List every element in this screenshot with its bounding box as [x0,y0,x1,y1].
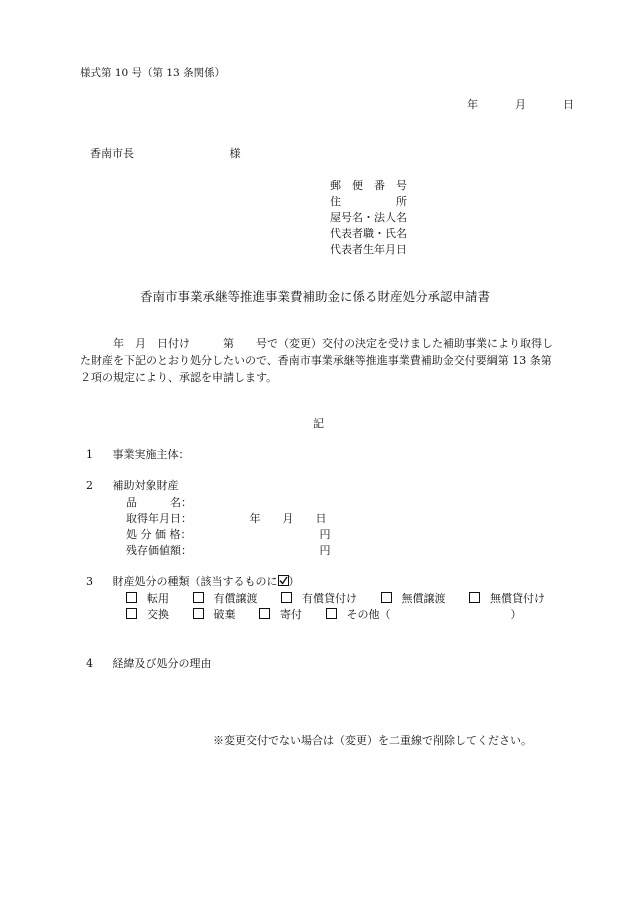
body-text: 年 月 日付け 第 号で（変更）交付の決定を受けました補助事業により取得した財産を下記のとおり処分したいので、香南市事業承継等推進事業費補助金交付要綱第 13 条第２項の規定により、承認を申請します。 [80,337,553,384]
option-paid-lease[interactable]: 有償貸付け [281,592,367,605]
option-disposal[interactable]: 破棄 [193,608,246,621]
item-1-number: 1 [86,448,93,461]
field-label: 処 分 価 格： [126,528,192,541]
business-name-label: 屋号名・法人名 [330,211,407,224]
checkbox-icon [126,592,137,603]
option-donation[interactable]: 寄付 [259,608,312,621]
postal-code-label: 郵 便 番 号 [330,179,407,192]
item-3-number: 3 [86,575,93,588]
item-2-field-name [126,496,206,510]
item-2-label: 補助対象財産 [112,479,179,492]
checkbox-icon [193,592,204,603]
item-2-field-price [126,528,331,542]
disposal-type-row-1 [126,592,565,606]
date-day: 日 [563,98,574,111]
field-label: 取得年月日： [126,512,192,525]
field-label: 残存価値額： [126,544,192,557]
item-1 [86,448,190,462]
option-transfer-use[interactable]: 転用 [126,592,179,605]
field-value: 円 [319,528,331,541]
checkbox-icon [259,608,270,619]
item-3 [86,575,300,589]
option-paid-transfer[interactable]: 有償譲渡 [193,592,268,605]
document-title: 香南市事業承継等推進事業費補助金に係る財産処分承認申請書 [139,289,490,304]
ki-heading: 記 [313,417,324,430]
item-2-field-residual [126,544,331,558]
disposal-type-row-2 [126,608,542,622]
date-year: 年 [467,98,478,111]
other-close-paren: ） [510,608,522,621]
checked-box-icon [278,575,289,586]
representative-birthdate-label: 代表者生年月日 [330,243,407,256]
address-label: 住 所 [330,195,407,208]
date-month: 月 [515,98,526,111]
item-2-field-date [126,512,327,526]
field-value: 円 [319,544,331,557]
option-free-lease[interactable]: 無償貸付け [469,592,555,605]
field-label: 品 名： [126,496,192,509]
item-2 [86,479,179,493]
option-exchange[interactable]: 交換 [126,608,179,621]
date-line [467,98,574,112]
checkbox-icon [193,608,204,619]
addressee [90,147,241,161]
applicant-fields [330,178,407,258]
addressee-name: 香南市長 [90,147,134,160]
checkbox-icon [381,592,392,603]
item-3-label: 財産処分の種類（該当するものに [112,575,278,588]
checkbox-icon [281,592,292,603]
item-4-number: 4 [86,657,93,670]
footnote: ※変更交付でない場合は（変更）を二重線で削除してください。 [213,734,532,747]
option-free-transfer[interactable]: 無償譲渡 [381,592,456,605]
checkbox-icon [326,608,337,619]
item-4-label: 経緯及び処分の理由 [112,657,212,670]
option-other[interactable]: その他（ ） [326,608,532,621]
item-3-label-end: ） [288,575,300,588]
form-number: 様式第 10 号（第 13 条関係） [80,67,226,79]
representative-name-label: 代表者職・氏名 [330,227,407,240]
field-value: 年 月 日 [249,512,327,525]
item-4 [86,657,212,671]
item-1-label: 事業実施主体： [112,448,190,461]
checkbox-icon [126,608,137,619]
checkbox-icon [469,592,480,603]
item-2-number: 2 [86,479,93,492]
addressee-honorific: 様 [229,147,241,160]
